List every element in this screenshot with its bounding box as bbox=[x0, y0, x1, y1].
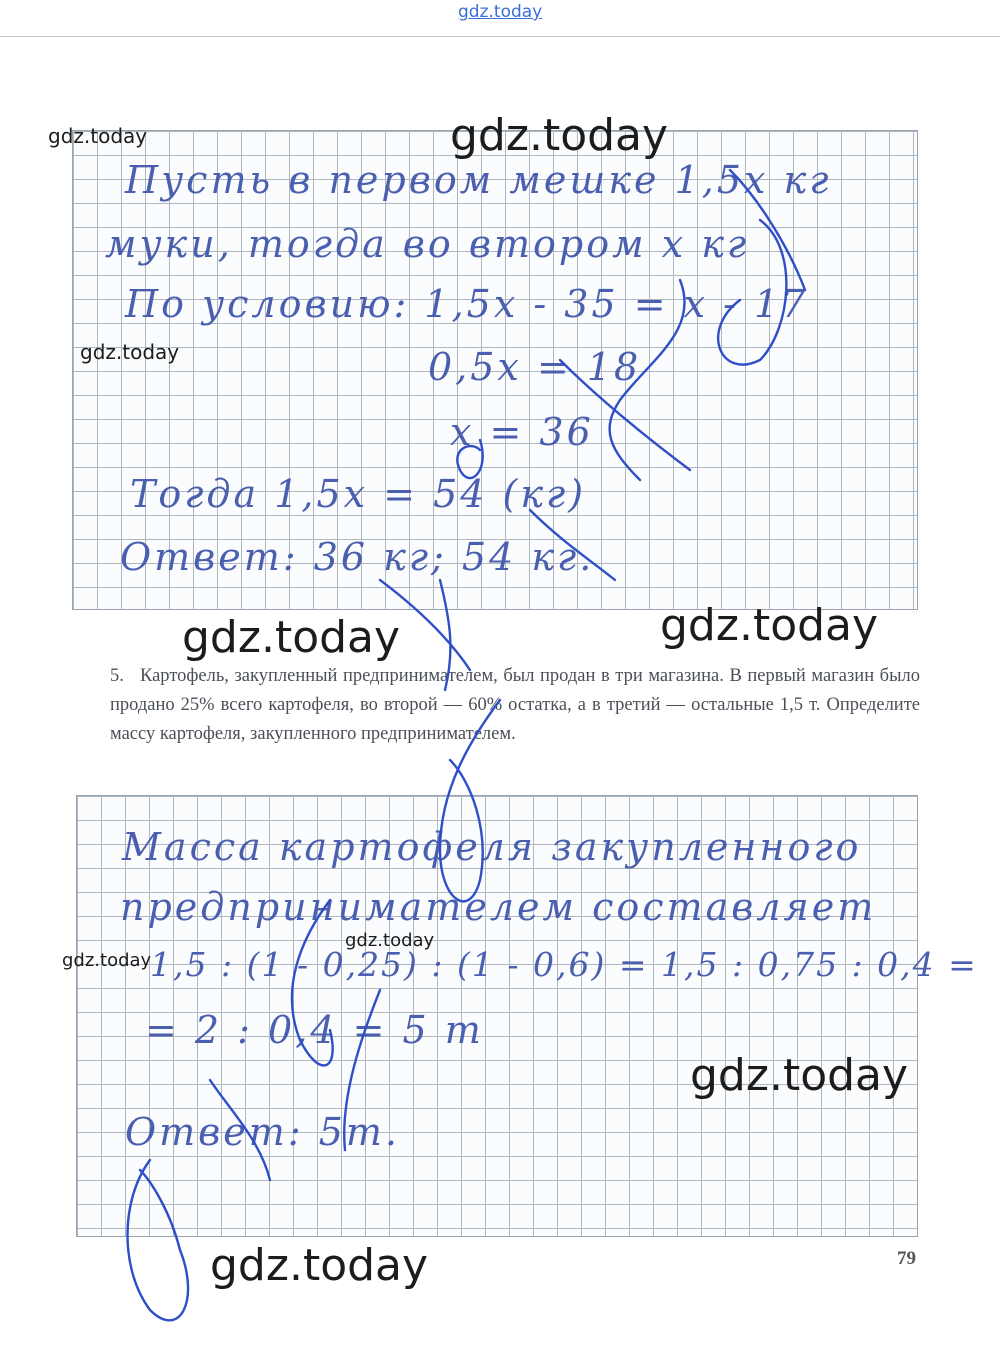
watermark: gdz.today bbox=[48, 124, 148, 148]
solution-line-3: По условию: 1,5x - 35 = x - 17 bbox=[125, 282, 809, 326]
solution2-line-4: = 2 : 0,4 = 5 т bbox=[145, 1008, 484, 1052]
solution2-line-3: 1,5 : (1 - 0,25) : (1 - 0,6) = 1,5 : 0,75 : 0,4 = bbox=[150, 945, 978, 984]
problem-number: 5. bbox=[110, 666, 124, 686]
solution2-line-1: Масса картофеля закупленного bbox=[122, 825, 862, 869]
solution-line-2: муки, тогда во втором x кг bbox=[105, 222, 750, 266]
watermark: gdz.today bbox=[210, 1240, 429, 1291]
watermark-top: gdz.today bbox=[458, 2, 543, 22]
page-number: 79 bbox=[897, 1248, 916, 1269]
watermark: gdz.today bbox=[690, 1050, 909, 1101]
solution-line-6: Тогда 1,5x = 54 (кг) bbox=[130, 472, 587, 516]
top-rule bbox=[0, 36, 1000, 37]
watermark: gdz.today bbox=[62, 950, 152, 971]
watermark: gdz.today bbox=[80, 340, 180, 364]
solution-line-7: Ответ: 36 кг; 54 кг. bbox=[120, 535, 595, 579]
solution-line-1: Пусть в первом мешке 1,5x кг bbox=[125, 158, 832, 202]
watermark: gdz.today bbox=[660, 600, 879, 651]
watermark: gdz.today bbox=[182, 612, 401, 663]
problem-5 bbox=[110, 662, 920, 749]
solution2-line-5: Ответ: 5т. bbox=[125, 1110, 400, 1154]
solution-line-5: x = 36 bbox=[450, 410, 594, 454]
watermark: gdz.today bbox=[345, 930, 435, 951]
solution-line-4: 0,5x = 18 bbox=[428, 345, 642, 389]
watermark: gdz.today bbox=[450, 110, 669, 161]
solution2-line-2: предпринимателем составляет bbox=[120, 885, 877, 929]
problem-text: Картофель, закупленный предпринимателем, был продан в три магазина. В первый магазин было продано 25% всего картофеля, во второй — 60% остатка, а в третий — остальные 1,5 т. Определите массу картофеля, закупленного предпринимателем. bbox=[110, 666, 920, 744]
